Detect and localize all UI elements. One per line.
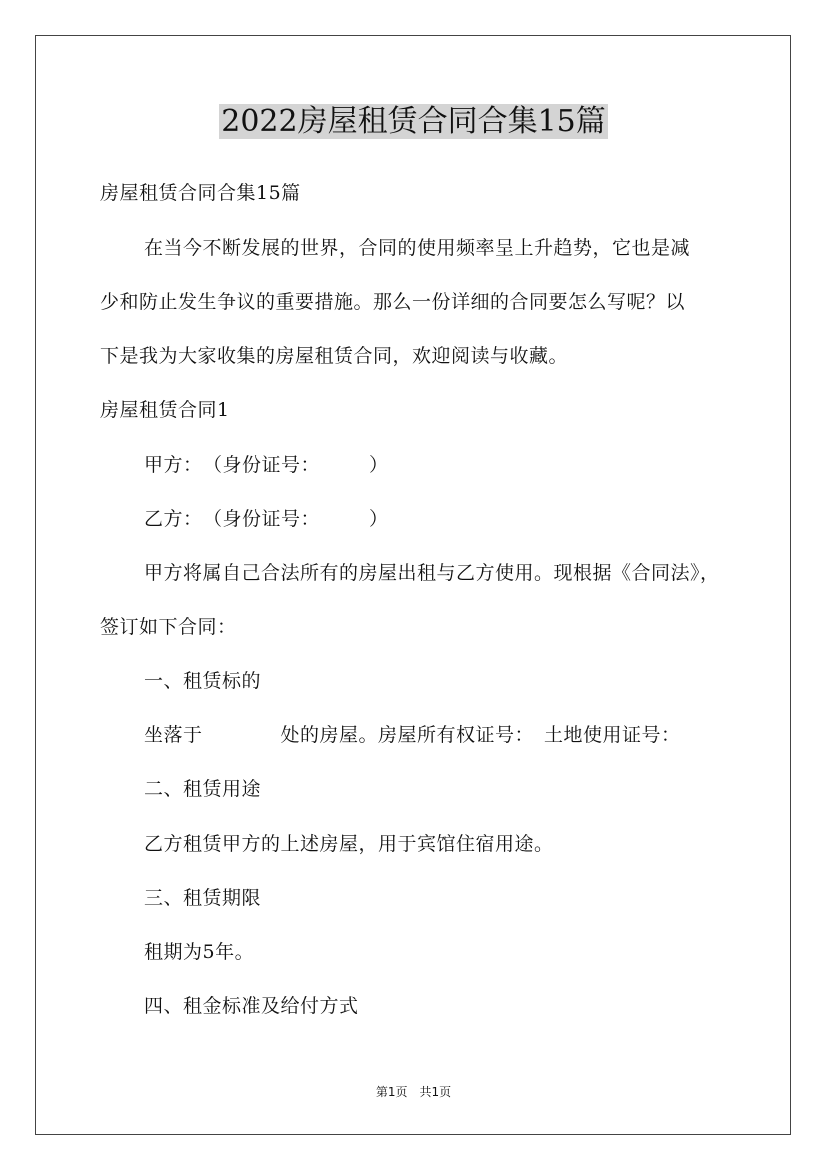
section-heading: 房屋租赁合同1 [100, 399, 230, 421]
paragraph-line: 签订如下合同： [100, 616, 237, 638]
clause-heading: 四、租金标准及给付方式 [144, 995, 359, 1017]
clause-heading: 一、租赁标的 [144, 670, 262, 692]
clause-heading: 三、租赁期限 [144, 887, 262, 909]
paragraph-line: 在当今不断发展的世界，合同的使用频率呈上升趋势，它也是减 [144, 237, 691, 259]
page-footer: 第1页 共1页 [375, 1085, 452, 1099]
paragraph-line: 坐落于 处的房屋。房屋所有权证号： 土地使用证号： [144, 724, 681, 746]
paragraph-line: 租期为5年。 [144, 941, 255, 963]
paragraph-line: 下是我为大家收集的房屋租赁合同，欢迎阅读与收藏。 [100, 345, 569, 367]
document-title: 2022房屋租赁合同合集15篇 [221, 104, 606, 139]
paragraph-line: 甲方将属自己合法所有的房屋出租与乙方使用。现根据《合同法》， [144, 562, 720, 584]
paragraph-line: 少和防止发生争议的重要措施。那么一份详细的合同要怎么写呢？以 [100, 291, 686, 313]
party-a-line: 甲方： （身份证号： ） [144, 454, 389, 476]
party-b-line: 乙方： （身份证号： ） [144, 508, 389, 530]
clause-heading: 二、租赁用途 [144, 778, 262, 800]
paragraph-line: 乙方租赁甲方的上述房屋，用于宾馆住宿用途。 [144, 833, 554, 855]
doc-subtitle: 房屋租赁合同合集15篇 [100, 182, 301, 204]
